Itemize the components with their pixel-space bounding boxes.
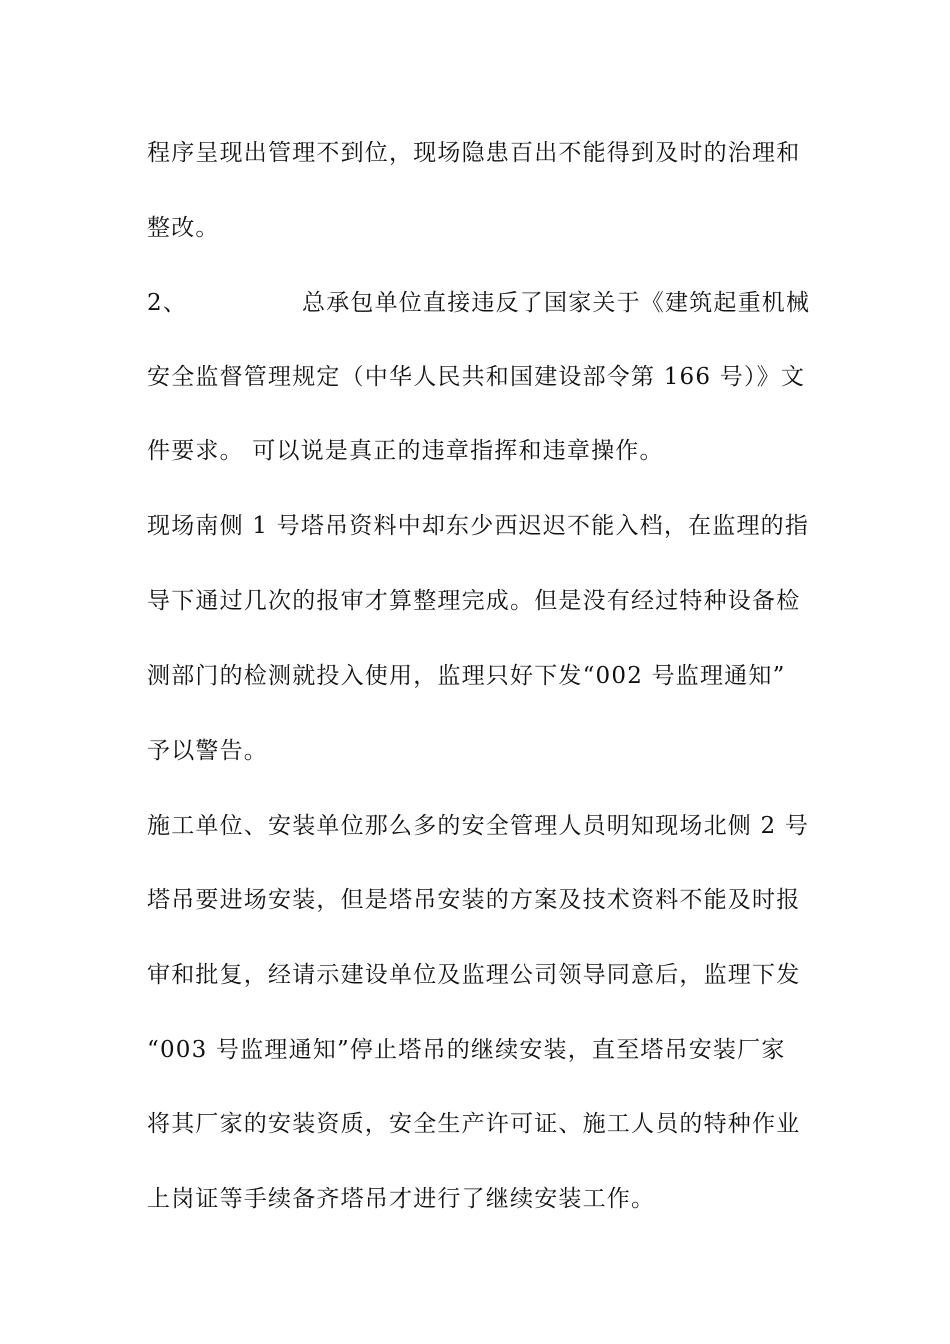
body-text: 总承包单位直接违反了国家关于《建筑起重机械	[302, 290, 811, 316]
body-text-line: 导下通过几次的报审才算整理完成。但是没有经过特种设备检	[147, 588, 801, 614]
body-text-line: 将其厂家的安装资质，安全生产许可证、施工人员的特种作业	[147, 1111, 801, 1137]
body-text-line: 予以警告。	[147, 738, 268, 764]
body-text-line: 施工单位、安装单位那么多的安全管理人员明知现场北侧 2 号	[147, 813, 810, 839]
body-text-line: 安全监督管理规定（中华人民共和国建设部令第 166 号）》文	[147, 364, 806, 390]
body-text-line: 审和批复，经请示建设单位及监理公司领导同意后，监理下发	[147, 962, 801, 988]
body-text-line: 测部门的检测就投入使用，监理只好下发“002 号监理通知”	[147, 663, 786, 689]
item-number: 2、	[147, 290, 188, 316]
body-text-line: 塔吊要进场安装，但是塔吊安装的方案及技术资料不能及时报	[147, 887, 801, 913]
body-text-line: 程序呈现出管理不到位，现场隐患百出不能得到及时的治理和	[147, 140, 801, 166]
body-text-line: 上岗证等手续备齐塔吊才进行了继续安装工作。	[147, 1186, 656, 1212]
numbered-item-line	[147, 288, 811, 318]
body-text-line: 件要求。 可以说是真正的违章指挥和违章操作。	[147, 438, 664, 464]
body-text-line: 整改。	[147, 215, 220, 241]
body-text-line: “003 号监理通知”停止塔吊的继续安装，直至塔吊安装厂家	[147, 1037, 786, 1063]
body-text-line: 现场南侧 1 号塔吊资料中却东少西迟迟不能入档，在监理的指	[147, 513, 810, 539]
